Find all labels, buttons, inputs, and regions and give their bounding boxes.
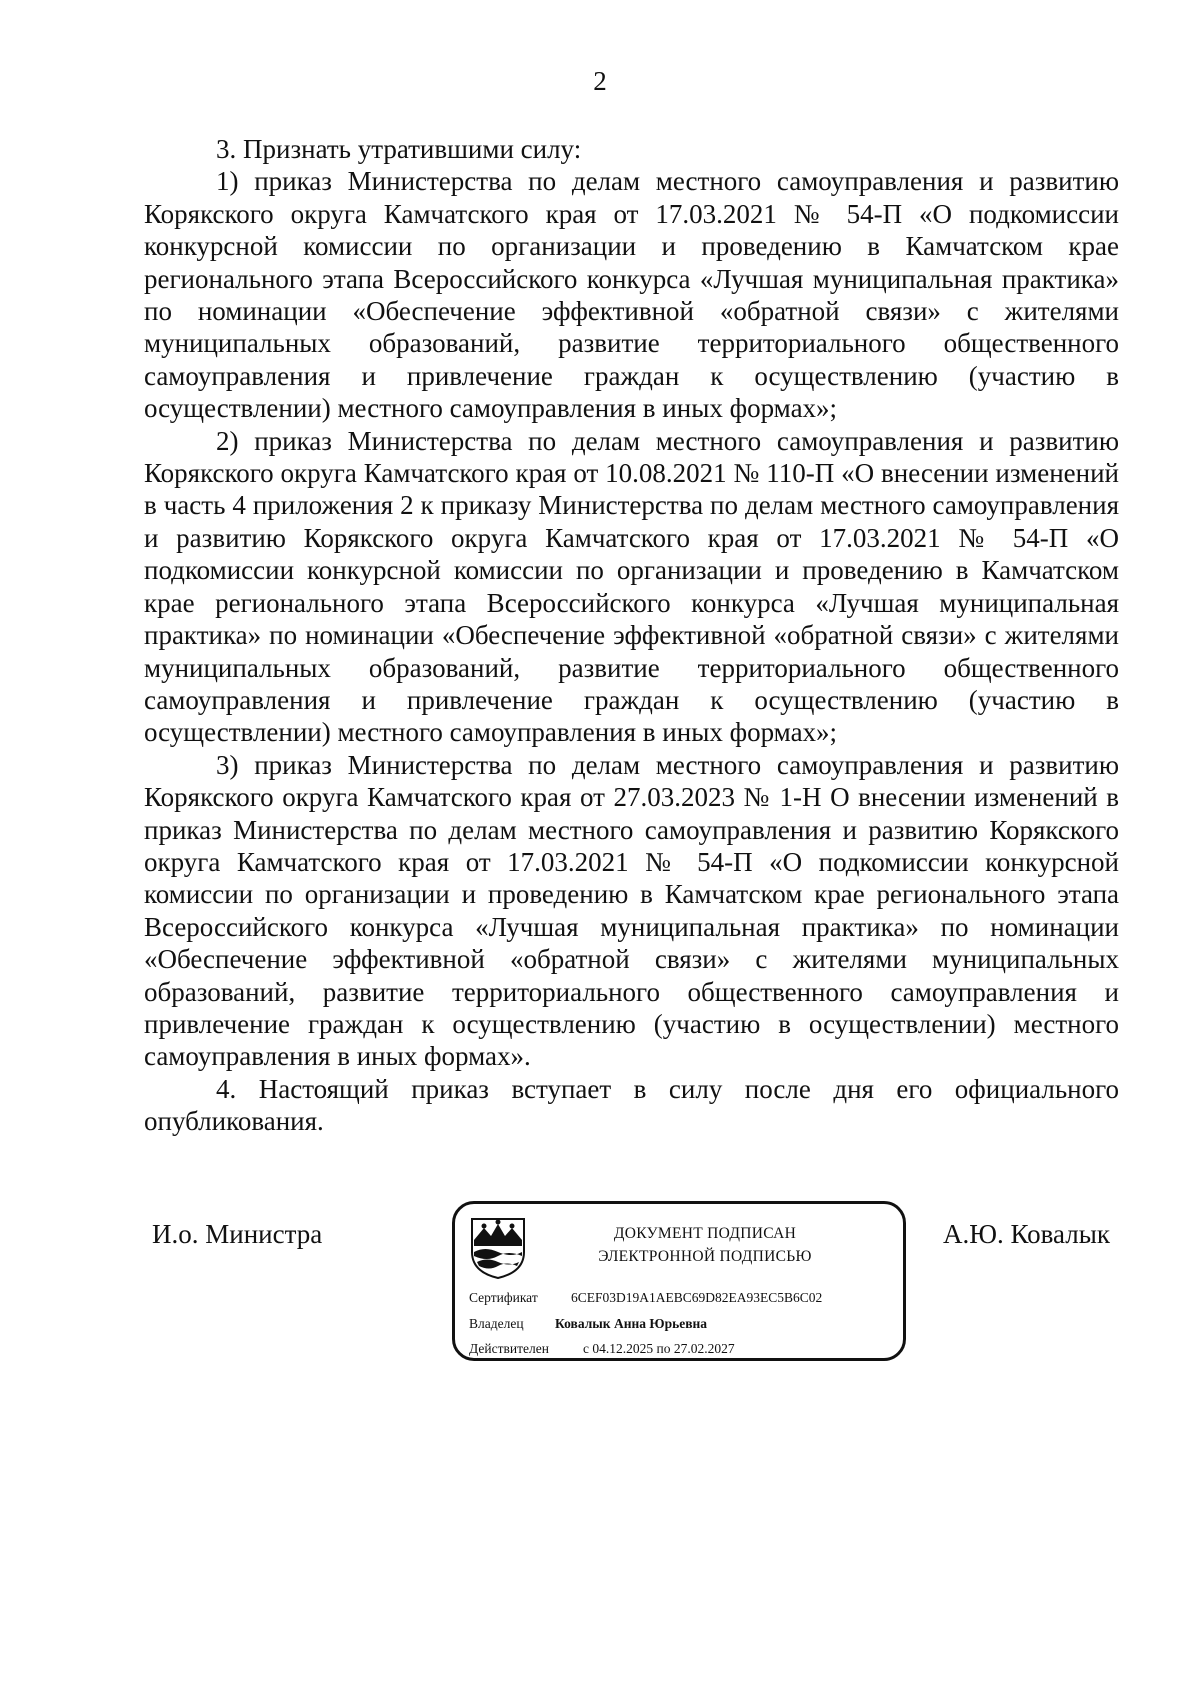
validity-value: с 04.12.2025 по 27.02.2027 bbox=[583, 1341, 735, 1356]
section-4-effective-date: 4. Настоящий приказ вступает в силу после дня его официального опубликования. bbox=[144, 1073, 1119, 1137]
certificate-value: 6CEF03D19A1AEBC69D82EA93EC5B6C02 bbox=[571, 1290, 823, 1305]
document-body bbox=[144, 133, 1119, 1138]
signer-position: И.о. Министра bbox=[152, 1219, 323, 1249]
stamp-title-line-2: ЭЛЕКТРОННОЙ ПОДПИСЬЮ bbox=[598, 1248, 812, 1265]
validity-line bbox=[469, 1341, 735, 1357]
validity-label: Действителен bbox=[469, 1341, 549, 1356]
owner-value: Ковалык Анна Юрьевна bbox=[555, 1316, 708, 1331]
kamchatka-coat-of-arms-icon bbox=[469, 1216, 527, 1280]
certificate-line bbox=[469, 1290, 822, 1306]
repealed-order-2: 2) приказ Министерства по делам местного самоуправления и развитию Корякского округа Камчатского края от 10.08.2021 № 110-П «О внесении изменений в часть 4 приложения 2 к приказу Министерства по делам местного самоуправления и развитию Корякского округа Камчатского края от 17.03.2021 № 54-П «О подкомиссии конкурсной комиссии по организации и проведению в Камчатском крае регионального этапа Всероссийского конкурса «Лучшая муниципальная практика» по номинации «Обеспечение эффективной «обратной связи» с жителями муниципальных образований, развитие территориального общественного самоуправления и привлечение граждан к осуществлению (участию в осуществлении) местного самоуправления в иных формах»; bbox=[144, 425, 1119, 748]
stamp-title bbox=[535, 1222, 875, 1268]
owner-line bbox=[469, 1316, 707, 1332]
repealed-order-3: 3) приказ Министерства по делам местного самоуправления и развитию Корякского округа Камчатского края от 27.03.2023 № 1-Н О внесении изменений в приказ Министерства по делам местного самоуправления и развитию Корякского округа Камчатского края от 17.03.2021 № 54-П «О подкомиссии конкурсной комиссии по организации и проведению в Камчатском крае регионального этапа Всероссийского конкурса «Лучшая муниципальная практика» по номинации «Обеспечение эффективной «обратной связи» с жителями муниципальных образований, развитие территориального общественного самоуправления и привлечение граждан к осуществлению (участию в осуществлении) местного самоуправления в иных формах». bbox=[144, 749, 1119, 1072]
certificate-label: Сертификат bbox=[469, 1290, 538, 1305]
stamp-title-line-1: ДОКУМЕНТ ПОДПИСАН bbox=[613, 1225, 797, 1242]
electronic-signature-stamp bbox=[452, 1201, 906, 1361]
owner-label: Владелец bbox=[469, 1316, 524, 1331]
signer-name: А.Ю. Ковалык bbox=[942, 1219, 1110, 1249]
page-number: 2 bbox=[593, 66, 607, 96]
repealed-order-1: 1) приказ Министерства по делам местного самоуправления и развитию Корякского округа Камчатского края от 17.03.2021 № 54-П «О подкомиссии конкурсной комиссии по организации и проведению в Камчатском крае регионального этапа Всероссийского конкурса «Лучшая муниципальная практика» по номинации «Обеспечение эффективной «обратной связи» с жителями муниципальных образований, развитие территориального общественного самоуправления и привлечение граждан к осуществлению (участию в осуществлении) местного самоуправления в иных формах»; bbox=[144, 166, 1119, 424]
section-3-heading: 3. Признать утратившими силу: bbox=[216, 134, 582, 164]
